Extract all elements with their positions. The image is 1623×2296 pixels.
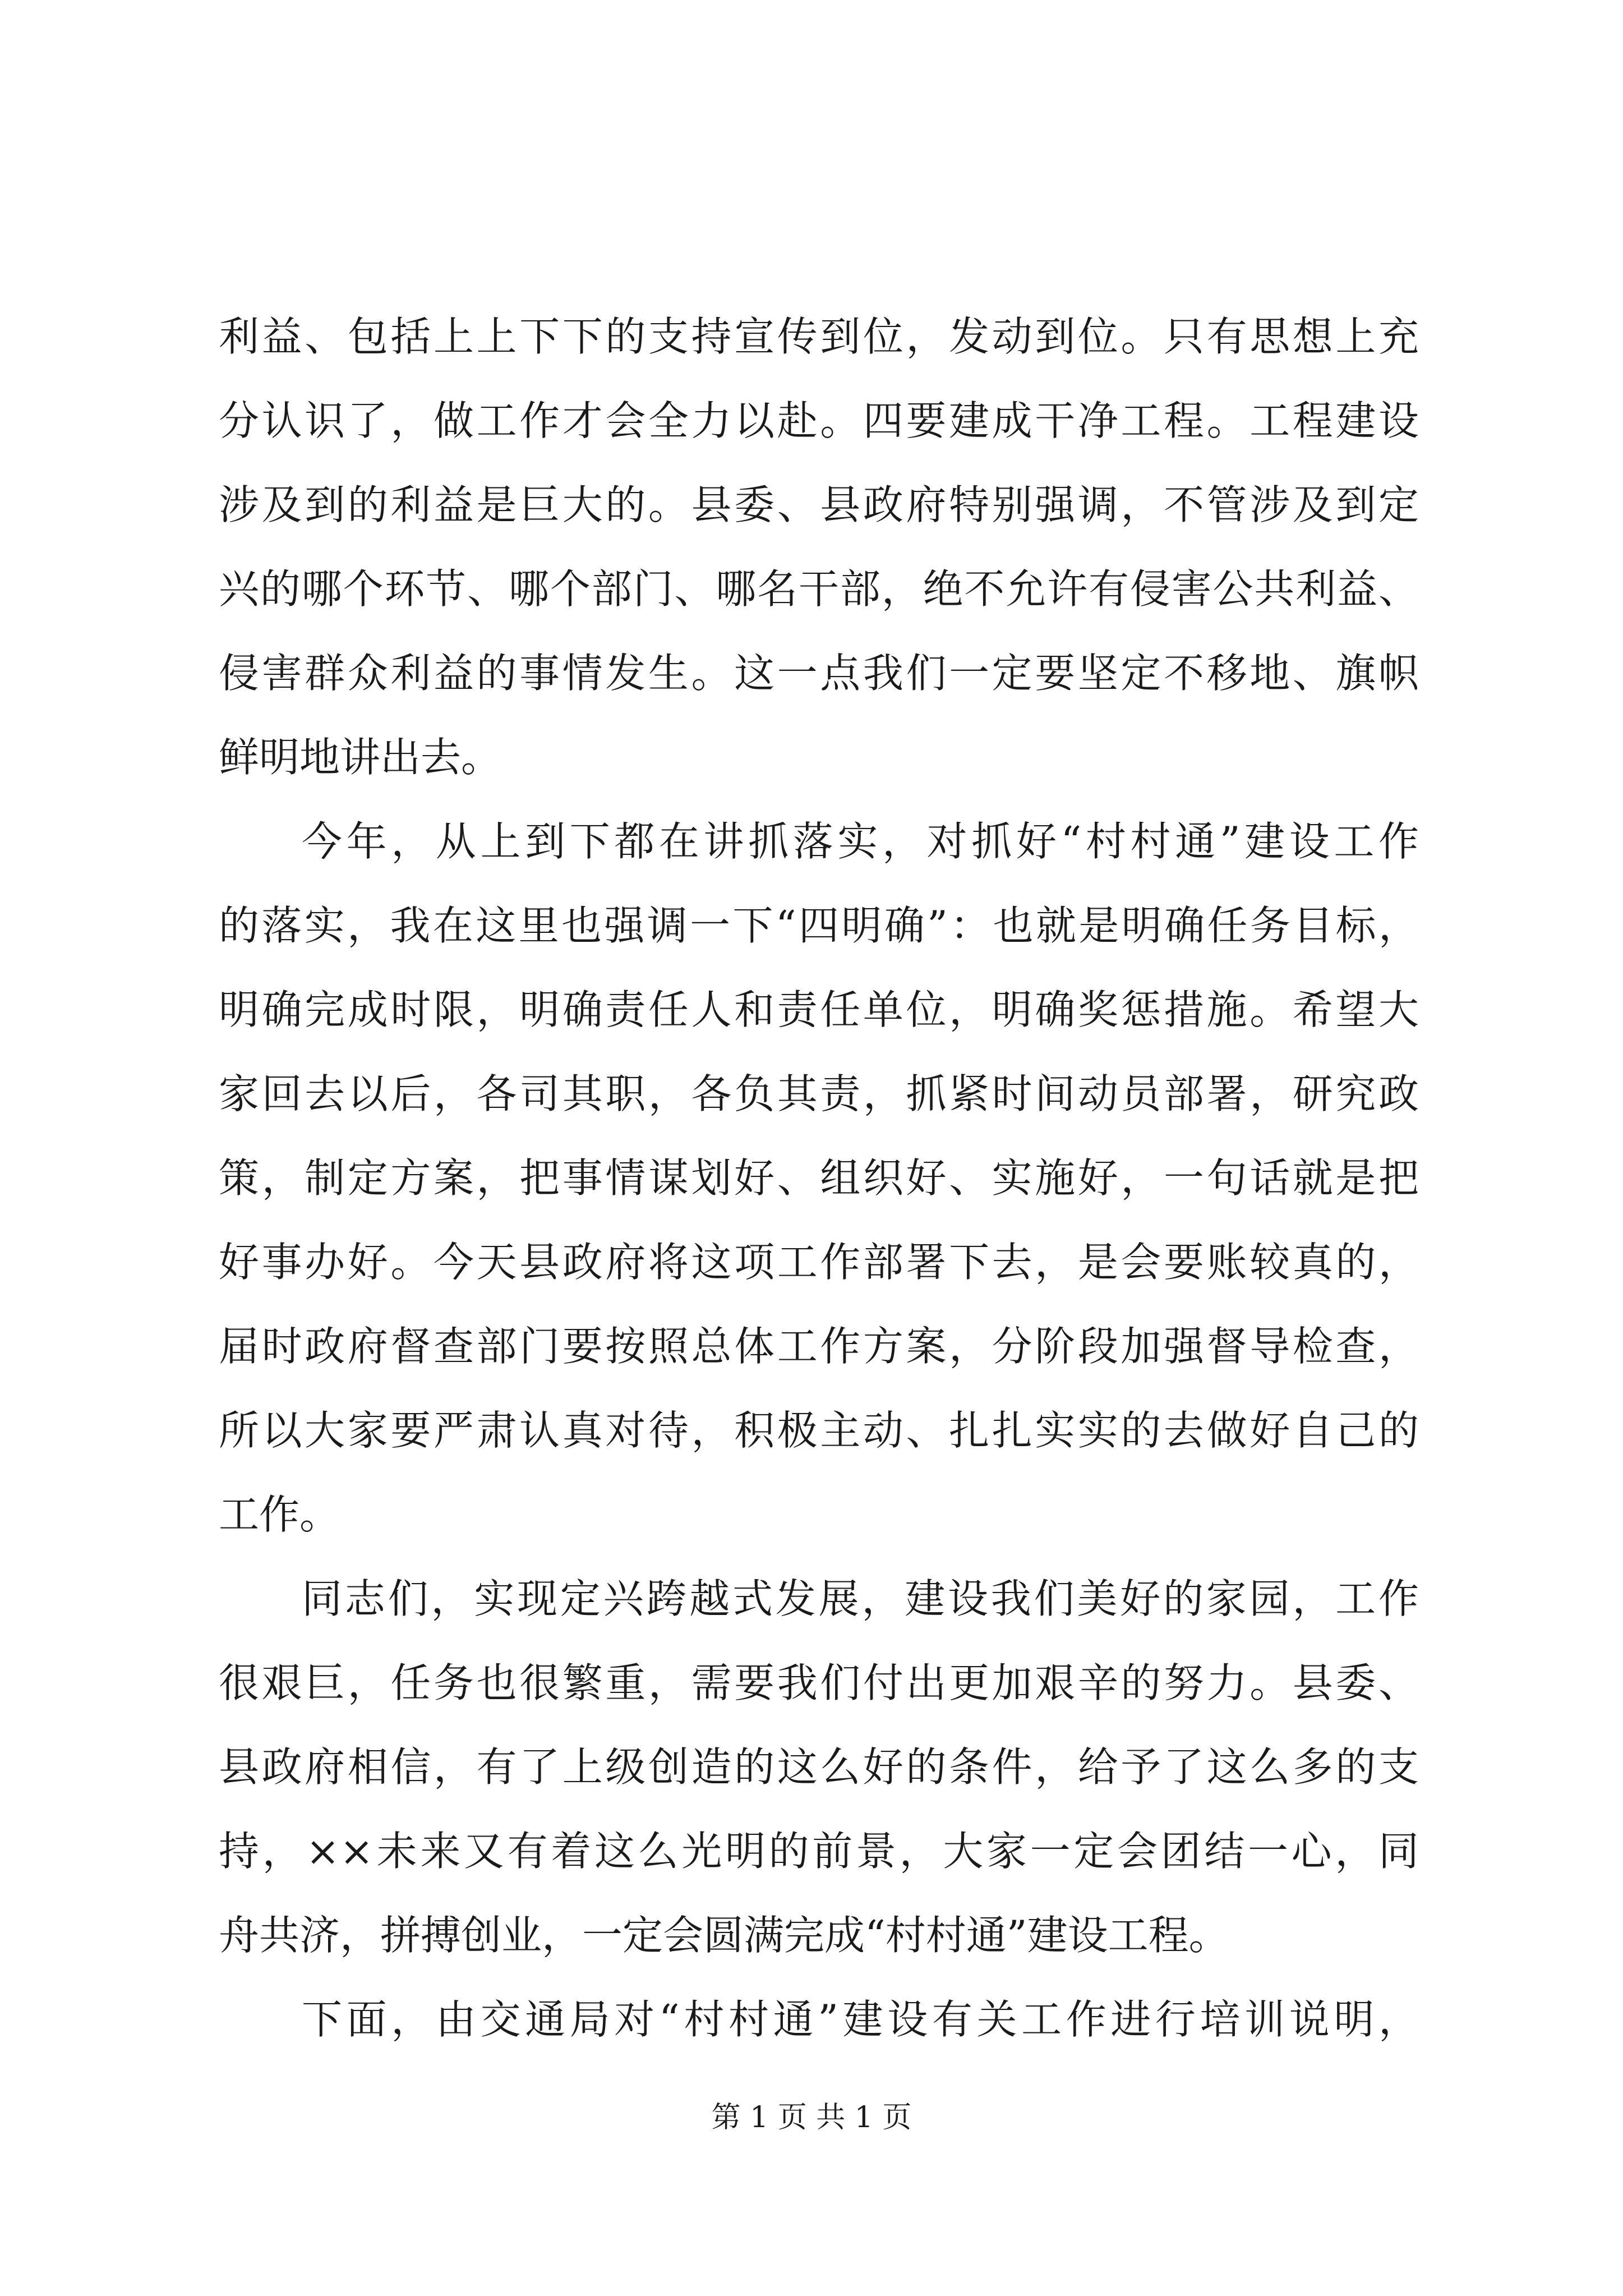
paragraph-2-line-9: 工作。 [219, 1491, 340, 1538]
paragraph-3-line-5: 舟共济，拼搏创业，一定会圆满完成“村村通”建设工程。 [219, 1912, 1229, 1959]
paragraph-1-line-4: 兴的哪个环节、哪个部门、哪名干部，绝不允许有侵害公共利益、 [219, 565, 1419, 613]
paragraph-2-line-1: 今年，从上到下都在讲抓落实，对抓好“村村通”建设工作 [302, 818, 1419, 865]
paragraph-2-line-2: 的落实，我在这里也强调一下“四明确”：也就是明确任务目标， [219, 902, 1419, 949]
paragraph-2-line-6: 好事办好。今天县政府将这项工作部署下去，是会要账较真的， [219, 1239, 1419, 1286]
paragraph-2-line-5: 策，制定方案，把事情谋划好、组织好、实施好，一句话就是把 [219, 1154, 1419, 1202]
paragraph-4-line-1: 下面，由交通局对“村村通”建设有关工作进行培训说明， [302, 1996, 1419, 2043]
paragraph-2-line-3: 明确完成时限，明确责任人和责任单位，明确奖惩措施。希望大 [219, 986, 1419, 1033]
paragraph-1-line-6: 鲜明地讲出去。 [219, 734, 502, 781]
paragraph-3-line-4: 持，××未来又有着这么光明的前景，大家一定会团结一心，同 [219, 1828, 1419, 1875]
paragraph-2-line-4: 家回去以后，各司其职，各负其责，抓紧时间动员部署，研究政 [219, 1070, 1419, 1117]
paragraph-1-line-2: 分认识了，做工作才会全力以赴。四要建成干净工程。工程建设 [219, 397, 1419, 444]
paragraph-2-line-7: 届时政府督查部门要按照总体工作方案，分阶段加强督导检查， [219, 1323, 1419, 1370]
paragraph-1-line-3: 涉及到的利益是巨大的。县委、县政府特别强调，不管涉及到定 [219, 481, 1419, 528]
paragraph-3-line-1: 同志们，实现定兴跨越式发展，建设我们美好的家园，工作 [302, 1575, 1419, 1622]
paragraph-1-line-5: 侵害群众利益的事情发生。这一点我们一定要坚定不移地、旗帜 [219, 650, 1419, 697]
paragraph-1-line-1: 利益、包括上上下下的支持宣传到位，发动到位。只有思想上充 [219, 313, 1419, 360]
paragraph-3-line-2: 很艰巨，任务也很繁重，需要我们付出更加艰辛的努力。县委、 [219, 1659, 1419, 1706]
paragraph-2-line-8: 所以大家要严肃认真对待，积极主动、扎扎实实的去做好自己的 [219, 1407, 1419, 1454]
paragraph-3-line-3: 县政府相信，有了上级创造的这么好的条件，给予了这么多的支 [219, 1743, 1419, 1791]
page-number-footer: 第 1 页 共 1 页 [711, 2101, 912, 2134]
